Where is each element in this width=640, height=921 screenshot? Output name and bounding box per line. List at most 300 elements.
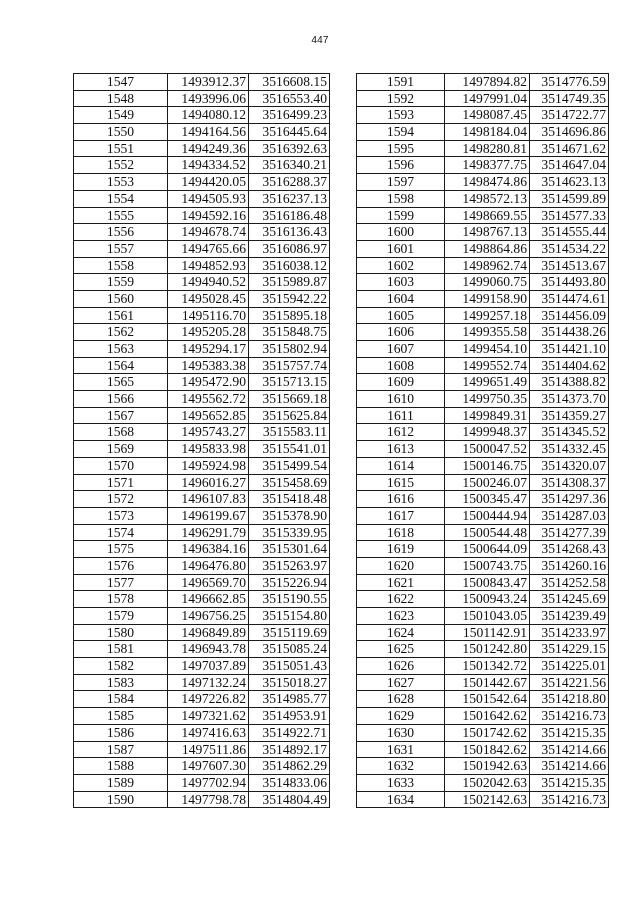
point-number-cell: 1570 [74, 457, 168, 474]
coordinates-table-right [356, 73, 609, 808]
x-coordinate-cell: 1500843.47 [445, 574, 530, 591]
table-row [357, 290, 609, 307]
x-coordinate-cell: 1495383.38 [168, 357, 249, 374]
y-coordinate-cell: 3514359.27 [530, 407, 609, 424]
y-coordinate-cell: 3514922.71 [249, 724, 330, 741]
y-coordinate-cell: 3516237.13 [249, 190, 330, 207]
point-number-cell: 1630 [357, 724, 445, 741]
point-number-cell: 1583 [74, 674, 168, 691]
y-coordinate-cell: 3514320.07 [530, 457, 609, 474]
table-row [74, 140, 330, 157]
x-coordinate-cell: 1497511.86 [168, 741, 249, 758]
y-coordinate-cell: 3514388.82 [530, 374, 609, 391]
y-coordinate-cell: 3515301.64 [249, 541, 330, 558]
point-number-cell: 1628 [357, 691, 445, 708]
x-coordinate-cell: 1498572.13 [445, 190, 530, 207]
y-coordinate-cell: 3515895.18 [249, 307, 330, 324]
point-number-cell: 1574 [74, 524, 168, 541]
x-coordinate-cell: 1493996.06 [168, 90, 249, 107]
y-coordinate-cell: 3514373.70 [530, 391, 609, 408]
x-coordinate-cell: 1496943.78 [168, 641, 249, 658]
point-number-cell: 1582 [74, 658, 168, 675]
y-coordinate-cell: 3514749.35 [530, 90, 609, 107]
table-row [357, 124, 609, 141]
x-coordinate-cell: 1501642.62 [445, 708, 530, 725]
table-row [74, 124, 330, 141]
table-row [74, 90, 330, 107]
y-coordinate-cell: 3514404.62 [530, 357, 609, 374]
y-coordinate-cell: 3515458.69 [249, 474, 330, 491]
y-coordinate-cell: 3514308.37 [530, 474, 609, 491]
x-coordinate-cell: 1494678.74 [168, 224, 249, 241]
table-row [74, 307, 330, 324]
table-row [357, 557, 609, 574]
table-row [357, 441, 609, 458]
x-coordinate-cell: 1497798.78 [168, 791, 249, 808]
table-row [74, 491, 330, 508]
point-number-cell: 1623 [357, 608, 445, 625]
point-number-cell: 1558 [74, 257, 168, 274]
x-coordinate-cell: 1501142.91 [445, 624, 530, 641]
y-coordinate-cell: 3515051.43 [249, 658, 330, 675]
table-row [357, 758, 609, 775]
y-coordinate-cell: 3514804.49 [249, 791, 330, 808]
table-row [357, 407, 609, 424]
y-coordinate-cell: 3514225.01 [530, 658, 609, 675]
y-coordinate-cell: 3515848.75 [249, 324, 330, 341]
table-row [357, 107, 609, 124]
page-number: 447 [311, 35, 329, 46]
table-row [357, 274, 609, 291]
x-coordinate-cell: 1501442.67 [445, 674, 530, 691]
point-number-cell: 1561 [74, 307, 168, 324]
y-coordinate-cell: 3514577.33 [530, 207, 609, 224]
y-coordinate-cell: 3514671.62 [530, 140, 609, 157]
table-row [74, 174, 330, 191]
point-number-cell: 1560 [74, 290, 168, 307]
table-row [357, 491, 609, 508]
y-coordinate-cell: 3515802.94 [249, 341, 330, 358]
point-number-cell: 1564 [74, 357, 168, 374]
x-coordinate-cell: 1494080.12 [168, 107, 249, 124]
x-coordinate-cell: 1499257.18 [445, 307, 530, 324]
point-number-cell: 1565 [74, 374, 168, 391]
x-coordinate-cell: 1501542.64 [445, 691, 530, 708]
table-row [74, 608, 330, 625]
y-coordinate-cell: 3516608.15 [249, 74, 330, 91]
table-row [357, 541, 609, 558]
point-number-cell: 1602 [357, 257, 445, 274]
point-number-cell: 1596 [357, 157, 445, 174]
x-coordinate-cell: 1501242.80 [445, 641, 530, 658]
point-number-cell: 1605 [357, 307, 445, 324]
y-coordinate-cell: 3514229.15 [530, 641, 609, 658]
table-row [74, 708, 330, 725]
table-row [357, 724, 609, 741]
table-row [357, 391, 609, 408]
table-row [357, 658, 609, 675]
y-coordinate-cell: 3514216.73 [530, 708, 609, 725]
x-coordinate-cell: 1495562.72 [168, 391, 249, 408]
point-number-cell: 1575 [74, 541, 168, 558]
point-number-cell: 1577 [74, 574, 168, 591]
y-coordinate-cell: 3514421.10 [530, 341, 609, 358]
x-coordinate-cell: 1497416.63 [168, 724, 249, 741]
table-row [74, 541, 330, 558]
x-coordinate-cell: 1500743.75 [445, 557, 530, 574]
x-coordinate-cell: 1500444.94 [445, 507, 530, 524]
x-coordinate-cell: 1494420.05 [168, 174, 249, 191]
point-number-cell: 1589 [74, 774, 168, 791]
point-number-cell: 1580 [74, 624, 168, 641]
x-coordinate-cell: 1500146.75 [445, 457, 530, 474]
x-coordinate-cell: 1499158.90 [445, 290, 530, 307]
x-coordinate-cell: 1499948.37 [445, 424, 530, 441]
table-row [357, 74, 609, 91]
point-number-cell: 1559 [74, 274, 168, 291]
table-row [74, 457, 330, 474]
y-coordinate-cell: 3516553.40 [249, 90, 330, 107]
x-coordinate-cell: 1496107.83 [168, 491, 249, 508]
x-coordinate-cell: 1499849.31 [445, 407, 530, 424]
x-coordinate-cell: 1494334.52 [168, 157, 249, 174]
point-number-cell: 1597 [357, 174, 445, 191]
table-row [357, 341, 609, 358]
table-row [74, 474, 330, 491]
x-coordinate-cell: 1500345.47 [445, 491, 530, 508]
x-coordinate-cell: 1497991.04 [445, 90, 530, 107]
y-coordinate-cell: 3514534.22 [530, 240, 609, 257]
table-row [74, 658, 330, 675]
table-row [357, 257, 609, 274]
point-number-cell: 1611 [357, 407, 445, 424]
x-coordinate-cell: 1499355.58 [445, 324, 530, 341]
x-coordinate-cell: 1500943.24 [445, 591, 530, 608]
table-row [74, 441, 330, 458]
point-number-cell: 1587 [74, 741, 168, 758]
x-coordinate-cell: 1498864.86 [445, 240, 530, 257]
table-row [357, 374, 609, 391]
table-row [357, 224, 609, 241]
point-number-cell: 1548 [74, 90, 168, 107]
y-coordinate-cell: 3516038.12 [249, 257, 330, 274]
y-coordinate-cell: 3514438.26 [530, 324, 609, 341]
point-number-cell: 1552 [74, 157, 168, 174]
x-coordinate-cell: 1498184.04 [445, 124, 530, 141]
table-row [357, 574, 609, 591]
x-coordinate-cell: 1498767.13 [445, 224, 530, 241]
point-number-cell: 1617 [357, 507, 445, 524]
x-coordinate-cell: 1493912.37 [168, 74, 249, 91]
point-number-cell: 1588 [74, 758, 168, 775]
table-row [74, 240, 330, 257]
x-coordinate-cell: 1495028.45 [168, 290, 249, 307]
y-coordinate-cell: 3514297.36 [530, 491, 609, 508]
x-coordinate-cell: 1499060.75 [445, 274, 530, 291]
x-coordinate-cell: 1498377.75 [445, 157, 530, 174]
y-coordinate-cell: 3514696.86 [530, 124, 609, 141]
point-number-cell: 1568 [74, 424, 168, 441]
x-coordinate-cell: 1494249.36 [168, 140, 249, 157]
y-coordinate-cell: 3514456.09 [530, 307, 609, 324]
y-coordinate-cell: 3516086.97 [249, 240, 330, 257]
table-row [74, 791, 330, 808]
table-row [357, 741, 609, 758]
x-coordinate-cell: 1496476.80 [168, 557, 249, 574]
table-row [74, 290, 330, 307]
x-coordinate-cell: 1501742.62 [445, 724, 530, 741]
point-number-cell: 1576 [74, 557, 168, 574]
table-row [74, 357, 330, 374]
x-coordinate-cell: 1495924.98 [168, 457, 249, 474]
table-row [357, 190, 609, 207]
x-coordinate-cell: 1498669.55 [445, 207, 530, 224]
y-coordinate-cell: 3516392.63 [249, 140, 330, 157]
table-row [357, 708, 609, 725]
y-coordinate-cell: 3514215.35 [530, 774, 609, 791]
y-coordinate-cell: 3514221.56 [530, 674, 609, 691]
y-coordinate-cell: 3515625.84 [249, 407, 330, 424]
point-number-cell: 1609 [357, 374, 445, 391]
x-coordinate-cell: 1495472.90 [168, 374, 249, 391]
y-coordinate-cell: 3515378.90 [249, 507, 330, 524]
x-coordinate-cell: 1496756.25 [168, 608, 249, 625]
y-coordinate-cell: 3515339.95 [249, 524, 330, 541]
point-number-cell: 1579 [74, 608, 168, 625]
y-coordinate-cell: 3514245.69 [530, 591, 609, 608]
y-coordinate-cell: 3514599.89 [530, 190, 609, 207]
x-coordinate-cell: 1498474.86 [445, 174, 530, 191]
x-coordinate-cell: 1495116.70 [168, 307, 249, 324]
point-number-cell: 1578 [74, 591, 168, 608]
point-number-cell: 1556 [74, 224, 168, 241]
y-coordinate-cell: 3515942.22 [249, 290, 330, 307]
x-coordinate-cell: 1495743.27 [168, 424, 249, 441]
x-coordinate-cell: 1496384.16 [168, 541, 249, 558]
x-coordinate-cell: 1498087.45 [445, 107, 530, 124]
y-coordinate-cell: 3514218.80 [530, 691, 609, 708]
y-coordinate-cell: 3515190.55 [249, 591, 330, 608]
point-number-cell: 1606 [357, 324, 445, 341]
table-row [357, 174, 609, 191]
point-number-cell: 1633 [357, 774, 445, 791]
table-row [74, 74, 330, 91]
y-coordinate-cell: 3514287.03 [530, 507, 609, 524]
table-row [74, 424, 330, 441]
y-coordinate-cell: 3514513.67 [530, 257, 609, 274]
x-coordinate-cell: 1497702.94 [168, 774, 249, 791]
table-row [357, 691, 609, 708]
point-number-cell: 1569 [74, 441, 168, 458]
y-coordinate-cell: 3515583.11 [249, 424, 330, 441]
y-coordinate-cell: 3514233.97 [530, 624, 609, 641]
point-number-cell: 1632 [357, 758, 445, 775]
y-coordinate-cell: 3514555.44 [530, 224, 609, 241]
point-number-cell: 1621 [357, 574, 445, 591]
point-number-cell: 1594 [357, 124, 445, 141]
y-coordinate-cell: 3514332.45 [530, 441, 609, 458]
x-coordinate-cell: 1496199.67 [168, 507, 249, 524]
table-row [357, 157, 609, 174]
table-row [357, 357, 609, 374]
x-coordinate-cell: 1496662.85 [168, 591, 249, 608]
y-coordinate-cell: 3514862.29 [249, 758, 330, 775]
table-row [74, 557, 330, 574]
table-row [357, 424, 609, 441]
coordinates-table-left [73, 73, 330, 808]
table-row [74, 341, 330, 358]
point-number-cell: 1599 [357, 207, 445, 224]
y-coordinate-cell: 3514623.13 [530, 174, 609, 191]
y-coordinate-cell: 3514268.43 [530, 541, 609, 558]
point-number-cell: 1586 [74, 724, 168, 741]
table-row [74, 591, 330, 608]
y-coordinate-cell: 3514776.59 [530, 74, 609, 91]
table-row [357, 140, 609, 157]
point-number-cell: 1615 [357, 474, 445, 491]
point-number-cell: 1573 [74, 507, 168, 524]
y-coordinate-cell: 3515713.15 [249, 374, 330, 391]
x-coordinate-cell: 1502142.63 [445, 791, 530, 808]
table-row [74, 724, 330, 741]
x-coordinate-cell: 1502042.63 [445, 774, 530, 791]
x-coordinate-cell: 1497607.30 [168, 758, 249, 775]
y-coordinate-cell: 3515119.69 [249, 624, 330, 641]
table-row [357, 624, 609, 641]
x-coordinate-cell: 1494592.16 [168, 207, 249, 224]
table-row [357, 791, 609, 808]
point-number-cell: 1610 [357, 391, 445, 408]
y-coordinate-cell: 3516445.64 [249, 124, 330, 141]
x-coordinate-cell: 1496016.27 [168, 474, 249, 491]
point-number-cell: 1591 [357, 74, 445, 91]
y-coordinate-cell: 3514493.80 [530, 274, 609, 291]
table-row [357, 524, 609, 541]
table-row [74, 107, 330, 124]
y-coordinate-cell: 3514892.17 [249, 741, 330, 758]
table-row [74, 741, 330, 758]
point-number-cell: 1592 [357, 90, 445, 107]
point-number-cell: 1581 [74, 641, 168, 658]
point-number-cell: 1613 [357, 441, 445, 458]
y-coordinate-cell: 3515154.80 [249, 608, 330, 625]
point-number-cell: 1631 [357, 741, 445, 758]
x-coordinate-cell: 1497132.24 [168, 674, 249, 691]
table-row [74, 507, 330, 524]
x-coordinate-cell: 1500246.07 [445, 474, 530, 491]
y-coordinate-cell: 3515418.48 [249, 491, 330, 508]
point-number-cell: 1557 [74, 240, 168, 257]
x-coordinate-cell: 1500544.48 [445, 524, 530, 541]
point-number-cell: 1563 [74, 341, 168, 358]
y-coordinate-cell: 3514647.04 [530, 157, 609, 174]
point-number-cell: 1585 [74, 708, 168, 725]
point-number-cell: 1550 [74, 124, 168, 141]
y-coordinate-cell: 3514214.66 [530, 758, 609, 775]
point-number-cell: 1619 [357, 541, 445, 558]
y-coordinate-cell: 3516136.43 [249, 224, 330, 241]
point-number-cell: 1629 [357, 708, 445, 725]
y-coordinate-cell: 3514215.35 [530, 724, 609, 741]
x-coordinate-cell: 1499750.35 [445, 391, 530, 408]
y-coordinate-cell: 3515018.27 [249, 674, 330, 691]
y-coordinate-cell: 3515541.01 [249, 441, 330, 458]
point-number-cell: 1600 [357, 224, 445, 241]
point-number-cell: 1626 [357, 658, 445, 675]
x-coordinate-cell: 1497894.82 [445, 74, 530, 91]
table-row [74, 774, 330, 791]
y-coordinate-cell: 3514277.39 [530, 524, 609, 541]
x-coordinate-cell: 1494940.52 [168, 274, 249, 291]
point-number-cell: 1603 [357, 274, 445, 291]
point-number-cell: 1612 [357, 424, 445, 441]
table-row [74, 524, 330, 541]
x-coordinate-cell: 1501043.05 [445, 608, 530, 625]
y-coordinate-cell: 3514252.58 [530, 574, 609, 591]
point-number-cell: 1551 [74, 140, 168, 157]
table-row [74, 641, 330, 658]
x-coordinate-cell: 1494765.66 [168, 240, 249, 257]
table-row [74, 691, 330, 708]
table-row [74, 190, 330, 207]
y-coordinate-cell: 3514833.06 [249, 774, 330, 791]
x-coordinate-cell: 1497321.62 [168, 708, 249, 725]
y-coordinate-cell: 3514345.52 [530, 424, 609, 441]
y-coordinate-cell: 3516186.48 [249, 207, 330, 224]
x-coordinate-cell: 1497226.82 [168, 691, 249, 708]
y-coordinate-cell: 3514260.16 [530, 557, 609, 574]
point-number-cell: 1572 [74, 491, 168, 508]
table-row [357, 507, 609, 524]
table-row [357, 608, 609, 625]
point-number-cell: 1547 [74, 74, 168, 91]
point-number-cell: 1616 [357, 491, 445, 508]
point-number-cell: 1601 [357, 240, 445, 257]
table-row [74, 391, 330, 408]
y-coordinate-cell: 3515757.74 [249, 357, 330, 374]
table-row [74, 274, 330, 291]
point-number-cell: 1624 [357, 624, 445, 641]
coordinates-table-body [74, 74, 330, 808]
point-number-cell: 1567 [74, 407, 168, 424]
point-number-cell: 1614 [357, 457, 445, 474]
table-row [357, 307, 609, 324]
table-row [357, 674, 609, 691]
x-coordinate-cell: 1495294.17 [168, 341, 249, 358]
x-coordinate-cell: 1496849.89 [168, 624, 249, 641]
x-coordinate-cell: 1495652.85 [168, 407, 249, 424]
point-number-cell: 1634 [357, 791, 445, 808]
point-number-cell: 1553 [74, 174, 168, 191]
table-row [357, 240, 609, 257]
table-row [74, 407, 330, 424]
point-number-cell: 1622 [357, 591, 445, 608]
coordinates-table-body [357, 74, 609, 808]
table-row [357, 474, 609, 491]
y-coordinate-cell: 3514474.61 [530, 290, 609, 307]
y-coordinate-cell: 3516288.37 [249, 174, 330, 191]
point-number-cell: 1598 [357, 190, 445, 207]
point-number-cell: 1620 [357, 557, 445, 574]
table-row [357, 641, 609, 658]
y-coordinate-cell: 3514216.73 [530, 791, 609, 808]
x-coordinate-cell: 1498280.81 [445, 140, 530, 157]
point-number-cell: 1555 [74, 207, 168, 224]
y-coordinate-cell: 3515085.24 [249, 641, 330, 658]
y-coordinate-cell: 3516340.21 [249, 157, 330, 174]
y-coordinate-cell: 3514953.91 [249, 708, 330, 725]
y-coordinate-cell: 3515226.94 [249, 574, 330, 591]
